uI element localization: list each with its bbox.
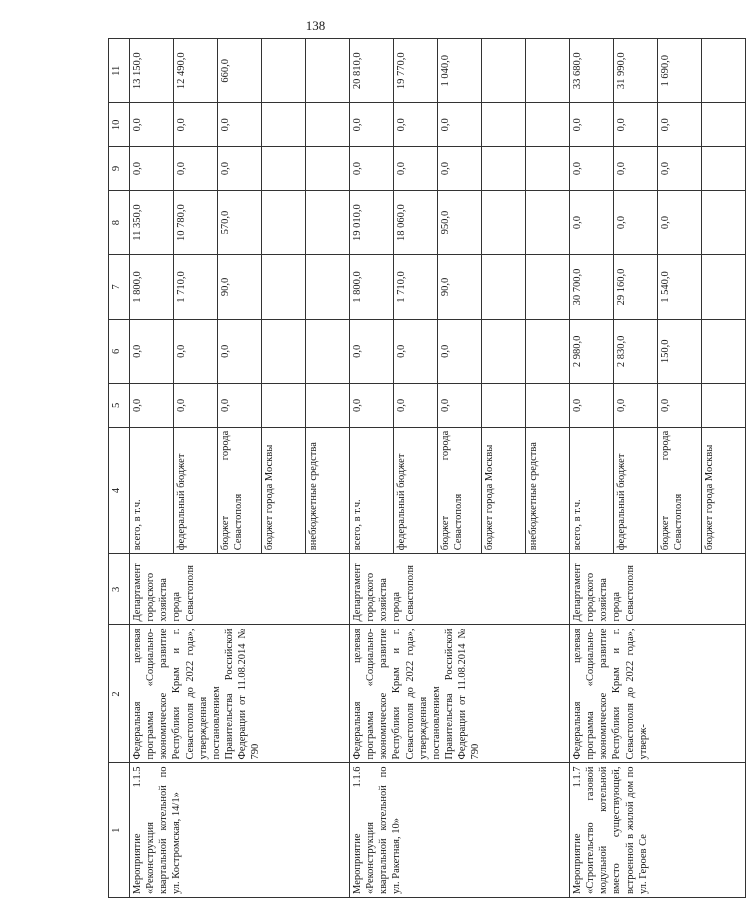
rotated-table-wrapper	[108, 38, 715, 898]
amount-cell	[526, 190, 570, 254]
amount-cell: 0,0	[570, 103, 614, 147]
amount-cell: 90,0	[218, 255, 262, 319]
amount-cell: 1 690,0	[658, 39, 702, 103]
amount-cell: 0,0	[174, 103, 218, 147]
amount-cell: 0,0	[658, 147, 702, 191]
amount-cell	[526, 384, 570, 428]
amount-cell: 0,0	[614, 147, 658, 191]
amount-cell	[262, 255, 306, 319]
amount-cell	[482, 103, 526, 147]
amount-cell: 19 770,0	[394, 39, 438, 103]
amount-cell: 30 700,0	[570, 255, 614, 319]
amount-cell: 0,0	[570, 190, 614, 254]
amount-cell: 10 780,0	[174, 190, 218, 254]
amount-cell: 660,0	[218, 39, 262, 103]
amount-cell: 950,0	[438, 190, 482, 254]
amount-cell	[482, 39, 526, 103]
amount-cell: 2 830,0	[614, 319, 658, 383]
header-cell: 7	[109, 255, 130, 319]
amount-cell	[306, 255, 350, 319]
amount-cell: 31 990,0	[614, 39, 658, 103]
amount-cell	[306, 103, 350, 147]
amount-cell: 0,0	[350, 384, 394, 428]
activity-cell: Мероприятие 1.1.6 «Реконструкция квартальной котельной по ул. Ракетная, 10»	[350, 763, 570, 898]
amount-cell	[482, 384, 526, 428]
amount-cell: 33 680,0	[570, 39, 614, 103]
amount-cell: 0,0	[350, 319, 394, 383]
financing-table	[108, 38, 746, 898]
header-cell: 4	[109, 427, 130, 553]
amount-cell	[262, 384, 306, 428]
activity-cell: Мероприятие 1.1.7 «Строительство газовой модульной котельной вместо существующей, встроенной в жилой дом по ул. Героев Се	[570, 763, 746, 898]
header-cell: 8	[109, 190, 130, 254]
amount-cell	[306, 384, 350, 428]
amount-cell	[702, 147, 746, 191]
amount-cell: 90,0	[438, 255, 482, 319]
amount-cell: 1 710,0	[174, 255, 218, 319]
amount-cell: 12 490,0	[174, 39, 218, 103]
amount-cell: 0,0	[218, 103, 262, 147]
header-cell: 3	[109, 554, 130, 625]
amount-cell	[306, 190, 350, 254]
table-row	[130, 39, 174, 898]
header-cell: 9	[109, 147, 130, 191]
amount-cell: 0,0	[658, 103, 702, 147]
amount-cell	[262, 147, 306, 191]
amount-cell: 0,0	[350, 103, 394, 147]
amount-cell	[306, 39, 350, 103]
amount-cell: 1 710,0	[394, 255, 438, 319]
amount-cell: 1 800,0	[350, 255, 394, 319]
funding-source-cell: внебюджетные средства	[526, 427, 570, 553]
amount-cell: 0,0	[394, 319, 438, 383]
amount-cell	[262, 103, 306, 147]
amount-cell	[526, 255, 570, 319]
header-cell: 2	[109, 625, 130, 763]
program-cell: Федеральная целевая программа «Социально-экономическое развитие Республики Крым и г. Севастополя до 2022 года», утверж-	[570, 625, 746, 763]
amount-cell: 0,0	[174, 147, 218, 191]
activity-cell: Мероприятие 1.1.5 «Реконструкция квартальной котельной по ул. Костромская, 14/1»	[130, 763, 350, 898]
amount-cell: 29 160,0	[614, 255, 658, 319]
amount-cell: 1 540,0	[658, 255, 702, 319]
header-row	[109, 39, 130, 898]
program-cell: Федеральная целевая программа «Социально-экономическое развитие Республики Крым и г. Севастополя до 2022 года», утвержденная постановлением Правительства Российской Федерации от 11.08.2014 № 790	[130, 625, 350, 763]
page-number: 138	[305, 18, 326, 33]
funding-source-cell: бюджет города Москвы	[482, 427, 526, 553]
amount-cell	[482, 255, 526, 319]
amount-cell	[526, 39, 570, 103]
amount-cell: 0,0	[350, 147, 394, 191]
amount-cell: 0,0	[394, 103, 438, 147]
amount-cell	[526, 103, 570, 147]
amount-cell: 0,0	[394, 147, 438, 191]
amount-cell: 0,0	[658, 384, 702, 428]
amount-cell: 0,0	[438, 103, 482, 147]
amount-cell: 0,0	[174, 384, 218, 428]
amount-cell: 0,0	[130, 103, 174, 147]
amount-cell	[262, 39, 306, 103]
amount-cell	[482, 147, 526, 191]
amount-cell: 0,0	[570, 384, 614, 428]
amount-cell	[702, 39, 746, 103]
header-cell: 1	[109, 763, 130, 898]
executor-cell: Департамент городского хозяйства города Севастополя	[570, 554, 746, 625]
amount-cell: 570,0	[218, 190, 262, 254]
amount-cell	[702, 103, 746, 147]
funding-source-cell: всего, в т.ч.	[570, 427, 614, 553]
funding-source-cell: всего, в т.ч.	[130, 427, 174, 553]
amount-cell	[702, 190, 746, 254]
header-cell: 6	[109, 319, 130, 383]
funding-source-cell: федеральный бюджет	[174, 427, 218, 553]
amount-cell: 0,0	[438, 147, 482, 191]
amount-cell: 18 060,0	[394, 190, 438, 254]
amount-cell: 20 810,0	[350, 39, 394, 103]
amount-cell: 0,0	[218, 319, 262, 383]
funding-source-cell: федеральный бюджет	[614, 427, 658, 553]
amount-cell: 1 040,0	[438, 39, 482, 103]
amount-cell: 0,0	[130, 319, 174, 383]
table-stage	[108, 38, 715, 898]
amount-cell	[702, 319, 746, 383]
program-cell: Федеральная целевая программа «Социально-экономическое развитие Республики Крым и г. Севастополя до 2022 года», утвержденная постановлением Правительства Российской Федерации от 11.08.2014 № 790	[350, 625, 570, 763]
amount-cell	[482, 319, 526, 383]
amount-cell	[306, 147, 350, 191]
header-cell: 5	[109, 384, 130, 428]
amount-cell	[262, 319, 306, 383]
amount-cell	[526, 319, 570, 383]
funding-source-cell: бюджет города Севастополя	[438, 427, 482, 553]
funding-source-cell: бюджет города Москвы	[262, 427, 306, 553]
funding-source-cell: бюджет города Москвы	[702, 427, 746, 553]
executor-cell: Департамент городского хозяйства города Севастополя	[130, 554, 350, 625]
amount-cell	[702, 384, 746, 428]
amount-cell: 0,0	[438, 319, 482, 383]
amount-cell: 0,0	[130, 147, 174, 191]
funding-source-cell: бюджет города Севастополя	[658, 427, 702, 553]
amount-cell	[526, 147, 570, 191]
funding-source-cell: внебюджетные средства	[306, 427, 350, 553]
amount-cell: 1 800,0	[130, 255, 174, 319]
amount-cell: 0,0	[614, 190, 658, 254]
amount-cell: 0,0	[438, 384, 482, 428]
funding-source-cell: бюджет города Севастополя	[218, 427, 262, 553]
amount-cell: 19 010,0	[350, 190, 394, 254]
amount-cell	[262, 190, 306, 254]
amount-cell: 0,0	[394, 384, 438, 428]
amount-cell: 0,0	[614, 103, 658, 147]
amount-cell: 150,0	[658, 319, 702, 383]
executor-cell: Департамент городского хозяйства города Севастополя	[350, 554, 570, 625]
amount-cell: 0,0	[614, 384, 658, 428]
amount-cell: 0,0	[658, 190, 702, 254]
amount-cell: 13 150,0	[130, 39, 174, 103]
amount-cell: 2 980,0	[570, 319, 614, 383]
amount-cell	[702, 255, 746, 319]
table-row	[350, 39, 394, 898]
amount-cell	[482, 190, 526, 254]
amount-cell: 11 350,0	[130, 190, 174, 254]
amount-cell: 0,0	[218, 384, 262, 428]
amount-cell: 0,0	[130, 384, 174, 428]
table-row	[570, 39, 614, 898]
funding-source-cell: федеральный бюджет	[394, 427, 438, 553]
amount-cell	[306, 319, 350, 383]
amount-cell: 0,0	[570, 147, 614, 191]
funding-source-cell: всего, в т.ч.	[350, 427, 394, 553]
amount-cell: 0,0	[218, 147, 262, 191]
amount-cell: 0,0	[174, 319, 218, 383]
header-cell: 11	[109, 39, 130, 103]
header-cell: 10	[109, 103, 130, 147]
